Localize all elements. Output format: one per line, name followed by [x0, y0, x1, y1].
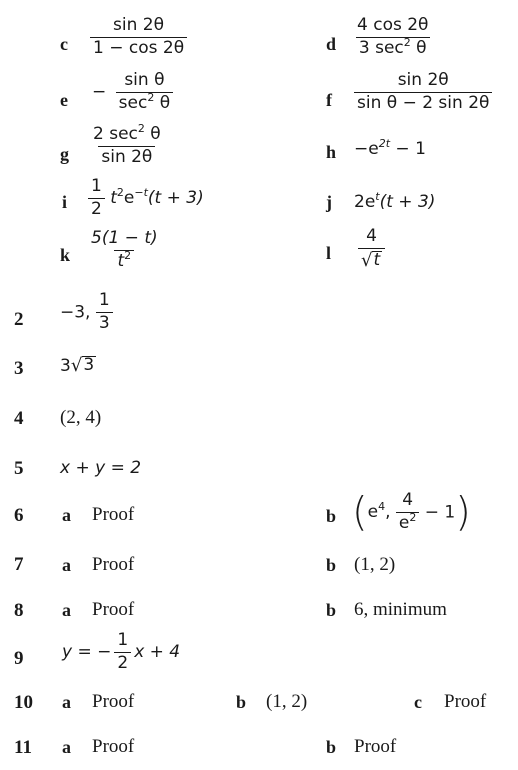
answer-10b: (1, 2) [266, 691, 308, 712]
answer-6b: ($e^4$, $\frac{4}{e^2}$ − 1) [352, 489, 471, 536]
numerator: sin θ [124, 70, 165, 90]
part-label-j: j [326, 192, 332, 212]
part-label-10b: b [236, 692, 247, 712]
numerator: 5(1 − t) [91, 228, 158, 248]
answer-5: x + y = 2 [60, 458, 142, 478]
answer-11b: Proof [354, 736, 397, 757]
answer-9: y = − $\frac{1}{2}$ x + 4 [62, 630, 181, 673]
part-label-8a: a [62, 600, 71, 620]
part-label-k: k [60, 245, 71, 265]
question-number-5: 5 [14, 458, 24, 479]
question-number-11: 11 [14, 737, 32, 758]
denominator: 3 $\sec^2 \theta$ [356, 37, 430, 58]
denominator: sin θ − 2 sin 2θ [354, 92, 492, 113]
question-number-8: 8 [14, 600, 24, 621]
question-number-7: 7 [14, 554, 24, 575]
part-label-g: g [60, 144, 69, 164]
part-label-7a: a [62, 555, 71, 575]
part-label-c: c [60, 34, 68, 54]
part-label-d: d [326, 34, 337, 54]
numerator: sin 2θ [113, 15, 165, 35]
question-number-4: 4 [14, 408, 24, 429]
question-number-9: 9 [14, 648, 24, 669]
answer-6a: Proof [92, 504, 135, 525]
answer-10c: Proof [444, 691, 487, 712]
part-label-f: f [326, 90, 332, 110]
answer-l: 4 √ t [358, 228, 385, 271]
answer-j: $2e^t(t + 3)$ [354, 190, 436, 212]
answer-11a: Proof [92, 736, 135, 757]
answer-7b: (1, 2) [354, 554, 396, 575]
question-number-6: 6 [14, 505, 24, 526]
part-label-8b: b [326, 600, 337, 620]
part-label-6a: a [62, 505, 71, 525]
part-label-l: l [326, 243, 332, 263]
denominator: sin 2θ [98, 146, 155, 167]
answer-3: 3 √ 3 [60, 355, 95, 376]
numerator: 4 cos 2θ [357, 15, 429, 35]
numerator: 2 $\sec^2 \theta$ [93, 122, 161, 144]
answer-h: $-e^{2t} - 1$ [354, 137, 426, 159]
answer-e: − $\frac{\text{sin θ}}{\sec^2 \theta}$ [92, 72, 173, 113]
part-label-h: h [326, 142, 337, 162]
answer-i: $\frac{1}{2}$ $t^2e^{-t}(t + 3)$ [88, 178, 204, 219]
answer-4: (2, 4) [60, 407, 102, 428]
part-label-6b: b [326, 506, 337, 526]
answer-8b: 6, minimum [354, 599, 447, 620]
denominator: $t^2$ [114, 250, 134, 271]
numerator: sin 2θ [397, 70, 449, 90]
question-number-2: 2 [14, 309, 24, 330]
part-label-7b: b [326, 555, 337, 575]
answer-c [90, 17, 187, 58]
answer-8a: Proof [92, 599, 135, 620]
part-label-e: e [60, 90, 68, 110]
answer-g [90, 122, 164, 167]
answer-10a: Proof [92, 691, 135, 712]
part-label-i: i [62, 192, 68, 212]
part-label-10a: a [62, 692, 71, 712]
denominator: 1 − cos 2θ [90, 37, 187, 58]
question-number-10: 10 [14, 692, 33, 713]
part-label-11b: b [326, 737, 337, 757]
answer-7a: Proof [92, 554, 135, 575]
part-label-11a: a [62, 737, 71, 757]
answer-k [88, 230, 161, 271]
question-number-3: 3 [14, 358, 24, 379]
answer-2: −3, $\frac{1}{3}$ [60, 292, 113, 333]
denominator: $\sec^2 \theta$ [116, 92, 173, 113]
part-label-10c: c [414, 692, 422, 712]
answer-f [354, 72, 492, 113]
answer-d [354, 17, 431, 58]
